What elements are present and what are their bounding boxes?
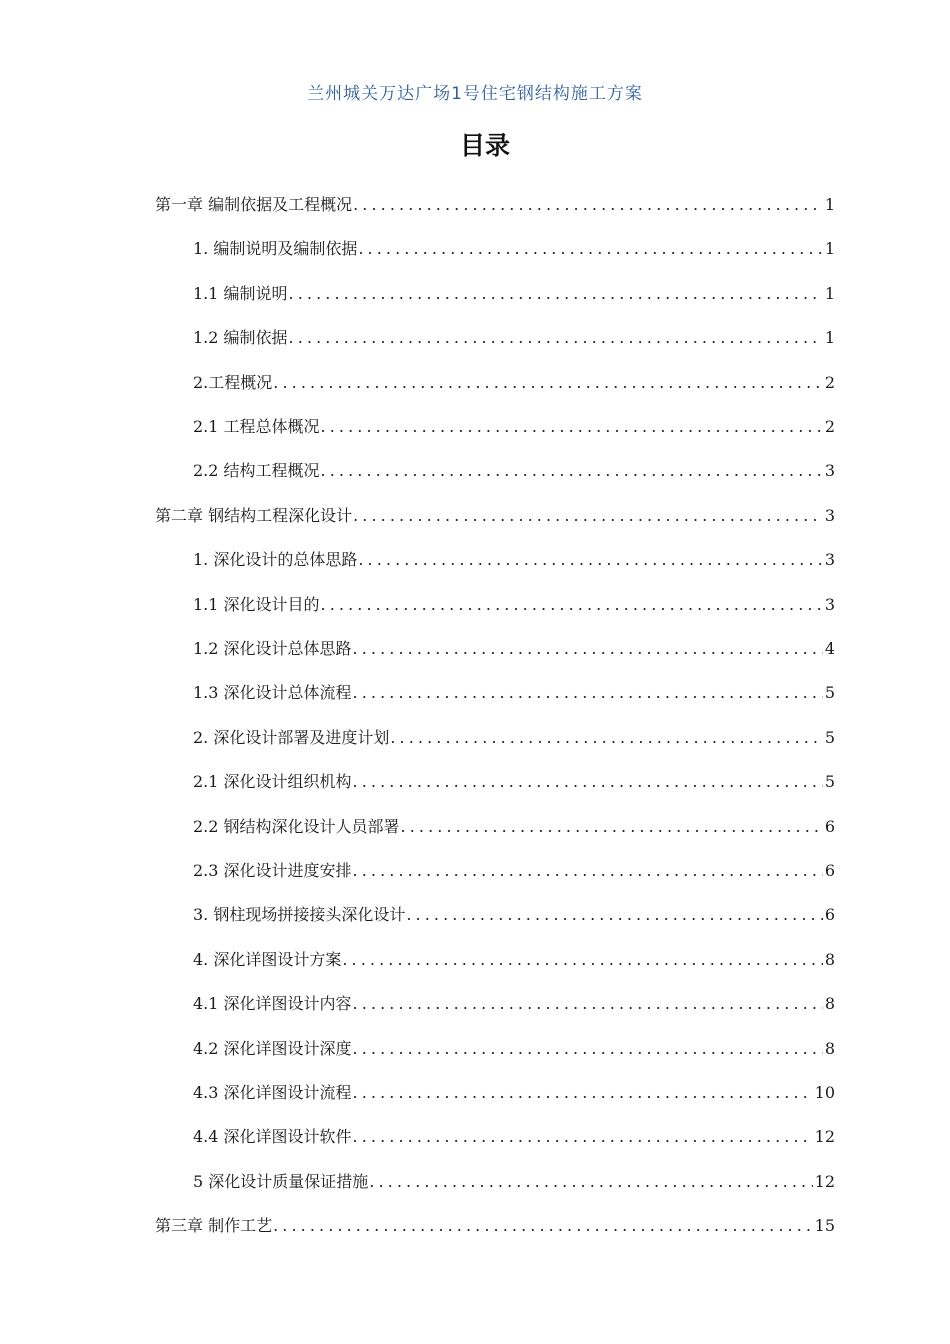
- toc-entry[interactable]: [155, 501, 835, 531]
- toc-page-number: 6: [824, 817, 835, 836]
- toc-page-number: 2: [824, 373, 835, 392]
- toc-entry-label: 4. 深化详图设计方案: [193, 950, 342, 969]
- toc-dot-leader: [390, 723, 822, 753]
- toc-entry[interactable]: [193, 678, 835, 708]
- toc-page-number: 5: [824, 772, 835, 791]
- toc-page-number: 1: [824, 195, 835, 214]
- toc-dot-leader: [273, 1211, 813, 1241]
- toc-dot-leader: [369, 1167, 812, 1197]
- toc-entry[interactable]: [193, 323, 835, 353]
- toc-page-number: 1: [824, 239, 835, 258]
- toc-dot-leader: [353, 767, 823, 797]
- toc-page-number: 1: [824, 328, 835, 347]
- toc-dot-leader: [353, 501, 823, 531]
- toc-page-number: 1: [824, 284, 835, 303]
- toc-entry-label: 1.2 编制依据: [193, 328, 288, 347]
- toc-dot-leader: [353, 1078, 813, 1108]
- toc-dot-leader: [406, 900, 822, 930]
- toc-entry-label: 2.1 深化设计组织机构: [193, 772, 352, 791]
- toc-dot-leader: [342, 945, 822, 975]
- toc-page-number: 12: [814, 1127, 835, 1146]
- toc-page-number: 8: [824, 1039, 835, 1058]
- toc-page-number: 3: [824, 550, 835, 569]
- toc-entry[interactable]: [193, 989, 835, 1019]
- toc-dot-leader: [358, 234, 822, 264]
- toc-entry-label: 2.1 工程总体概况: [193, 417, 320, 436]
- toc-dot-leader: [358, 545, 822, 575]
- toc-dot-leader: [353, 989, 823, 1019]
- toc-dot-leader: [273, 368, 823, 398]
- toc-page-number: 3: [824, 461, 835, 480]
- toc-page-number: 3: [824, 595, 835, 614]
- toc-entry[interactable]: [193, 634, 835, 664]
- toc-entry-label: 第一章 编制依据及工程概况: [155, 195, 353, 214]
- toc-entry-label: 5 深化设计质量保证措施: [193, 1172, 369, 1191]
- toc-entry[interactable]: [193, 412, 835, 442]
- toc-dot-leader: [289, 279, 823, 309]
- toc-dot-leader: [321, 456, 823, 486]
- toc-entry[interactable]: [155, 190, 835, 220]
- toc-entry-label: 1.1 编制说明: [193, 284, 288, 303]
- toc-page-number: 5: [824, 728, 835, 747]
- toc-entry[interactable]: [193, 812, 835, 842]
- toc-page-number: 8: [824, 994, 835, 1013]
- toc-page-number: 2: [824, 417, 835, 436]
- toc-entry-label: 4.3 深化详图设计流程: [193, 1083, 352, 1102]
- toc-entry-label: 1. 深化设计的总体思路: [193, 550, 358, 569]
- toc-entry-label: 4.4 深化详图设计软件: [193, 1127, 352, 1146]
- toc-dot-leader: [353, 190, 823, 220]
- toc-entry[interactable]: [193, 945, 835, 975]
- toc-page-number: 5: [824, 683, 835, 702]
- toc-entry-label: 2.工程概况: [193, 373, 273, 392]
- page-title: 目录: [459, 131, 510, 160]
- toc-dot-leader: [353, 856, 823, 886]
- toc-page-number: 4: [824, 639, 835, 658]
- toc-entry-label: 3. 钢柱现场拼接接头深化设计: [193, 905, 406, 924]
- toc-entry[interactable]: [193, 590, 835, 620]
- toc-dot-leader: [321, 590, 823, 620]
- toc-entry-label: 2.2 结构工程概况: [193, 461, 320, 480]
- toc-entry-label: 第二章 钢结构工程深化设计: [155, 506, 353, 525]
- toc-entry-label: 1.2 深化设计总体思路: [193, 639, 352, 658]
- toc-entry-label: 2. 深化设计部署及进度计划: [193, 728, 390, 747]
- toc-entry[interactable]: [193, 1078, 835, 1108]
- toc-entry[interactable]: [155, 1211, 835, 1241]
- toc-entry[interactable]: [193, 723, 835, 753]
- toc-dot-leader: [353, 1122, 813, 1152]
- toc-dot-leader: [401, 812, 823, 842]
- toc-entry[interactable]: [193, 900, 835, 930]
- toc-entry-label: 1.1 深化设计目的: [193, 595, 320, 614]
- toc-page-number: 6: [824, 861, 835, 880]
- toc-page-number: 8: [824, 950, 835, 969]
- toc-entry[interactable]: [193, 1167, 835, 1197]
- running-header: 兰州城关万达广场1号住宅钢结构施工方案: [307, 84, 643, 104]
- toc-entry-label: 4.2 深化详图设计深度: [193, 1039, 352, 1058]
- toc-page-number: 3: [824, 506, 835, 525]
- toc-dot-leader: [353, 1034, 823, 1064]
- toc-page-number: 10: [814, 1083, 835, 1102]
- toc-entry-label: 第三章 制作工艺: [155, 1216, 273, 1235]
- toc-entry-label: 4.1 深化详图设计内容: [193, 994, 352, 1013]
- toc-entry[interactable]: [193, 767, 835, 797]
- toc-entry[interactable]: [193, 856, 835, 886]
- toc-entry[interactable]: [193, 279, 835, 309]
- toc-entry[interactable]: [193, 545, 835, 575]
- toc-dot-leader: [289, 323, 823, 353]
- toc-entry[interactable]: [193, 456, 835, 486]
- toc-page-number: 12: [814, 1172, 835, 1191]
- toc-dot-leader: [353, 634, 823, 664]
- toc-dot-leader: [353, 678, 823, 708]
- toc-entry[interactable]: [193, 1122, 835, 1152]
- toc-entry-label: 2.2 钢结构深化设计人员部署: [193, 817, 400, 836]
- toc-entry-label: 1.3 深化设计总体流程: [193, 683, 352, 702]
- toc-page-number: 15: [814, 1216, 835, 1235]
- toc-entry[interactable]: [193, 234, 835, 264]
- toc-dot-leader: [321, 412, 823, 442]
- toc-entry-label: 1. 编制说明及编制依据: [193, 239, 358, 258]
- toc-entry[interactable]: [193, 368, 835, 398]
- toc-entry[interactable]: [193, 1034, 835, 1064]
- toc-page-number: 6: [824, 905, 835, 924]
- toc-entry-label: 2.3 深化设计进度安排: [193, 861, 352, 880]
